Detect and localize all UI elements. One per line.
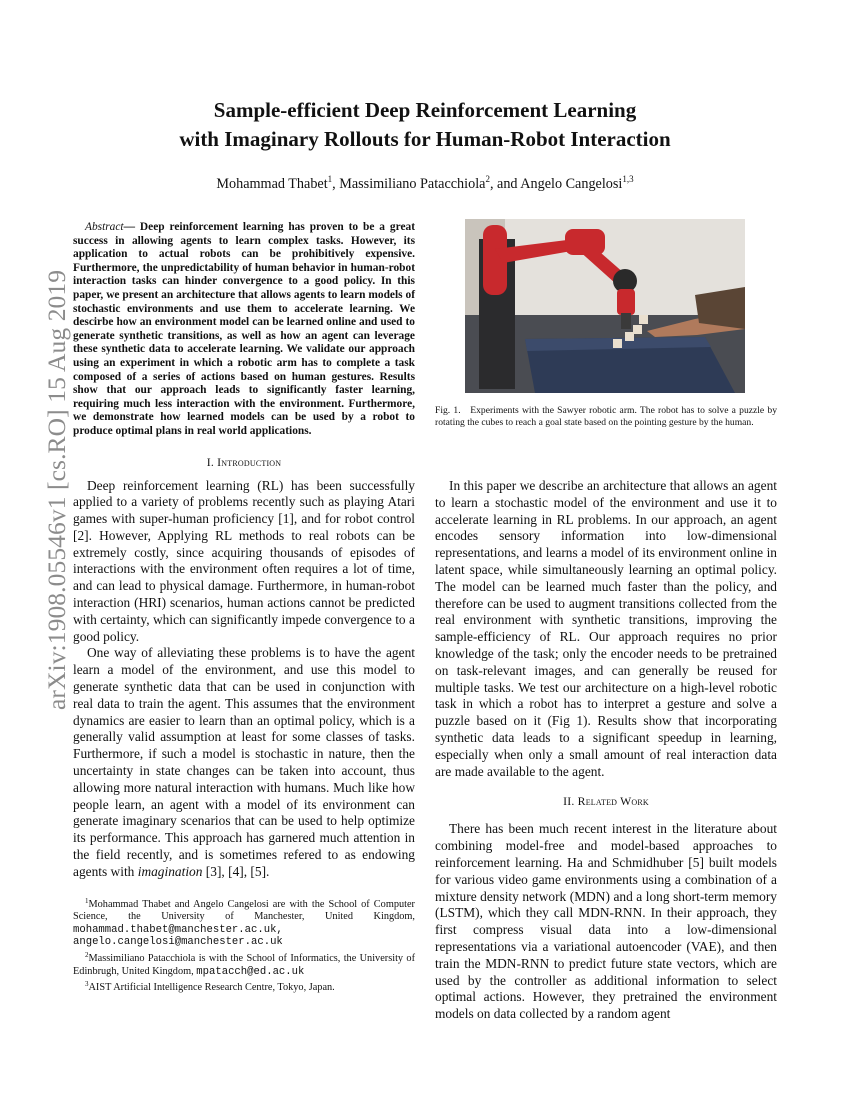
arxiv-stamp-text: arXiv:1908.05546v1 [cs.RO] 15 Aug 2019 [42, 269, 71, 710]
author-1: Mohammad Thabet [216, 176, 328, 192]
figure-caption-label: Fig. 1. [435, 405, 461, 416]
paper-title [0, 96, 850, 154]
footnotes [73, 895, 415, 995]
intro-paragraph-2 [73, 645, 415, 880]
author-2: , Massimiliano Patacchiola [332, 176, 486, 192]
footnote-3 [73, 978, 415, 995]
footnote-1-email-1: mohammad.thabet@manchester.ac.uk, [73, 923, 283, 936]
abstract [73, 221, 415, 439]
footnote-1-text: Mohammad Thabet and Angelo Cangelosi are with the School of Computer Science, the University of Manchester, United Kingdom, [73, 898, 415, 923]
footnote-2-email: mpatacch@ed.ac.uk [196, 965, 305, 978]
footnote-1-email-2: angelo.cangelosi@manchester.ac.uk [73, 936, 283, 949]
intro-paragraph-3: In this paper we describe an architecture that allows an agent to learn a stochastic model of the environment and use it to accelerate learning in RL problems. In our approach, an agent encodes sensory information into low-dimensional representations, and learns a model of its environment online in latent space, while simultaneously learning an optimal policy. The model can be learned much faster than the policy, and therefore can be used to augment transitions collected from the real environment with synthetic transitions, improving the sample-efficiency of RL. Our approach requires no prior knowledge of the task; only the encoder needs to be pretrained on task-relevant images, and can generally be reused for multiple tasks. We test our architecture on a high-level robotic task in which a robot has to interpret a gesture and solve a puzzle based on it (Fig 1). Results show that incorporating synthetic data leads to a significant speedup in learning, especially when only a small amount of real interaction data are made available to the agent. [435, 478, 777, 779]
figure-caption [435, 405, 777, 429]
intro-paragraph-1: Deep reinforcement learning (RL) has been successfully applied to a variety of problems recently such as playing Atari games with super-human proficiency [1], and for robot control [2]. However, Applying RL methods to real robots can be extremely costly, since acquiring thousands of episodes of interactions with the environment often requires a lot of time, and can lead to physical damage. Furthermore, in human-robot interaction (HRI) scenarios, human actions cannot be predicted with certainty, which can significantly impede convergence to a good policy. [73, 477, 415, 644]
footnote-2 [73, 949, 415, 978]
intro-paragraph-2-end: [3], [4], [5]. [202, 863, 270, 879]
footnote-2-text: Massimiliano Patacchiola is with the School of Informatics, the University of Edinbrugh, United Kingdom, [73, 953, 415, 977]
footnote-3-mark: 3 [85, 980, 89, 989]
footnote-1 [73, 895, 415, 949]
abstract-body: — Deep reinforcement learning has proven to be a great success in allowing agents to learn complex tasks. However, its application to actual robots can be prohibitively expensive. Furthermore, the unpredictability of human behavior in human-robot interaction tasks can hinder convergence to a good policy. In this paper, we present an architecture that allows agents to learn models of stochastic environments and use them to accelerate learning. We descirbe how an environment model can be learned online and used to generate synthetic transitions, as well as how an agent can leverage these synthetic data to accelerate learning. We validate our approach using an experiment in which a robotic arm has to complete a task composed of a series of actions based on human gestures. Results show that our approach leads to significantly faster learning, requiring much less interaction with the environment. Furthermore, we demonstrate how learned models can be used by a robot to produce optimal plans in real world applications. [73, 221, 415, 437]
robot-photo-illustration [465, 219, 745, 393]
author-list [0, 174, 850, 193]
footnote-2-mark: 2 [85, 951, 89, 959]
intro-paragraph-2-text: One way of alleviating these problems is to have the agent learn a model of the environment, and use this model to generate synthetic data that can be used in conjunction with real data to train the agent. This assumes that the environment dynamics are easier to learn than an optimal policy, which is a generally valid assumption at least for some classes of tasks. Furthermore, if such a model is stochastic in nature, then the uncertainty in state changes can be taken into account, thus allowing more natural interaction with humans. Much like how people learn, an agent with a model of its environment can generate imaginary scenarios that can be used to help optimize its performance. This approach has garnered much attention in the field recently, and is sometimes refered to as endowing agents with [73, 645, 415, 879]
arxiv-stamp [7, 269, 71, 710]
title-line-1: Sample-efficient Deep Reinforcement Learning [213, 98, 637, 122]
author-1-affil: 1 [327, 174, 333, 184]
author-3: , and Angelo Cangelosi [489, 176, 623, 192]
intro-paragraph-2-emphasis: imagination [137, 863, 203, 879]
left-column [73, 221, 415, 995]
footnote-3-text: AIST Artificial Intelligence Research Centre, Tokyo, Japan. [88, 982, 335, 994]
section-heading-related-work: II. Related Work [563, 794, 649, 809]
author-2-affil: 2 [485, 174, 490, 184]
right-column [435, 478, 777, 1023]
abstract-lead: Abstract [85, 221, 124, 233]
footnote-1-mark: 1 [85, 896, 89, 905]
title-line-2: with Imaginary Rollouts for Human-Robot Interaction [179, 127, 671, 151]
related-paragraph-1: There has been much recent interest in the literature about combining model-free and model-based approaches to reinforcement learning. Ha and Schmidhuber [5] built models for various video game environments using a combination of a mixture density network (MDN) and a long short-term memory (LSTM), which they call MDN-RNN. In their approach, they first compress visual data into a low-dimensional representations via a variational autoencoder (VAE), and then train the MDN-RNN to predict future state vectors, which are used by the controller as additional information to select optimal actions. However, they pretrained the environment models on data collected by a random agent [435, 821, 777, 1022]
figure-robot-photo [465, 219, 745, 393]
section-heading-introduction: I. Introduction [206, 454, 282, 469]
figure-caption-text: Experiments with the Sawyer robotic arm. The robot has to solve a puzzle by rotating the cubes to reach a goal state based on the pointing gesture by the human. [435, 405, 777, 428]
author-3-affil: 1,3 [622, 174, 634, 184]
